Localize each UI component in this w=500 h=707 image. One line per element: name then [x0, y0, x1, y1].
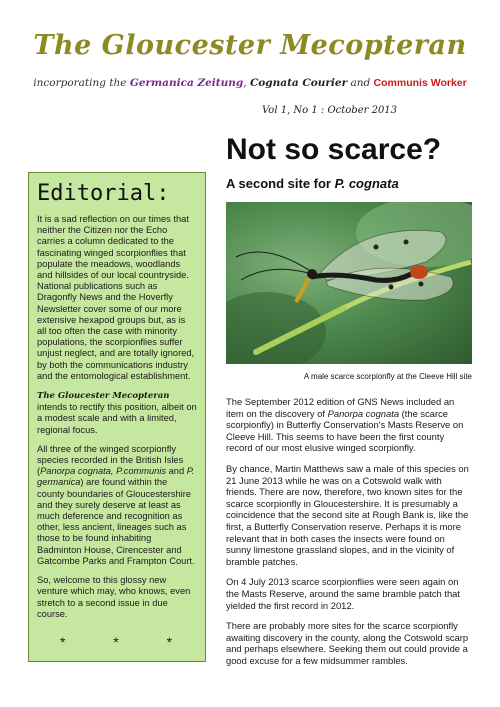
article-p1-species: Panorpa cognata [327, 407, 400, 419]
article-paragraph-1 [226, 396, 472, 454]
article-p1-a: The September 2012 edition of GNS News included an item on the discovery of [226, 396, 455, 419]
article-paragraph-2: By chance, Martin Matthews saw a male of this species on 21 June 2013 while he was on a Cotswold walk with friends. There are now, therefore, two known sites for the scarce scorpionfly in Gloucestershire. It is presumably a coincidence that the second site at Rough Bank is, like the first, a Butterfly Conservation reserve. Perhaps it is more relevant that in both cases the insects were found on sunny limestone grassland slopes, and in the vicinity of bramble patches. [226, 462, 469, 567]
article-body [226, 396, 472, 675]
issue-info: Vol 1, No 1 : October 2013 [262, 105, 398, 116]
editorial-heading: Editorial: [37, 181, 170, 206]
editorial-paragraph-1: It is a sad reflection on our times that neither the Citizen nor the Echo carries a column dedicated to the fascinating winged scorpionflies that populate the meadows, woodlands and hillsides of our local countryside. National publications such as Dragonfly News and the Hoverfly Newsletter cover some of our more extensive hexapod groups but, as is all too often the case with minority populations, the scorpionflies suffer unjust neglect, and are totally ignored, by both the communications industry and the entomological establishment. [37, 214, 195, 381]
species-list-2: P. germanica [37, 466, 195, 488]
article-p1-b: (the scarce scorpionfly) in Butterfly Conservation's Masts Reserve on Cleeve Hill. This seems to have been the first county record of our most elusive winged scorpionfly. [226, 407, 464, 454]
subtitle-prefix: incorporating the [33, 77, 130, 89]
article-paragraph-3: On 4 July 2013 scarce scorpionflies were seen again on the Masts Reserve, around the same bramble patch that yielded the first record in 2012. [226, 576, 460, 611]
section-divider-stars: * * * [59, 633, 195, 650]
subtitle-cognata: Cognata Courier [249, 77, 348, 89]
masthead-title: The Gloucester Mecopteran [33, 30, 467, 61]
masthead-subtitle [0, 77, 500, 89]
article-paragraph-4: There are probably more sites for the scarce scorpionfly awaiting discovery in the county, along the Cotswold scarp and perhaps elsewhere. Seeking them out could provide a good excuse for a few midsummer rambles. [226, 620, 469, 666]
editorial-paragraph-4: So, welcome to this glossy new venture which may, who knows, even stretch to a second issue in due course. [37, 575, 191, 619]
editorial-paragraph-3 [37, 444, 197, 567]
deck-species: P. cognata [334, 176, 399, 191]
article-deck [226, 176, 399, 191]
editorial-box [28, 172, 206, 662]
subtitle-and: and [347, 77, 374, 89]
subtitle-germanica: Germanica Zeitung [129, 77, 244, 89]
editorial-p3-b: and [166, 466, 187, 477]
editorial-p3-c: ) are found within the county boundaries of Gloucestershire and they surely deserve at least as much deference and recognition as other, less ancient, lineages such as those to be found inhabiting Badminton House, Cirencester and Gatcombe Parks and Frampton Court. [37, 477, 195, 566]
subtitle-sep: , [243, 77, 250, 89]
editorial-paragraph-2 [37, 390, 197, 436]
editorial-p2-rest: intends to rectify this position, albeit on a modest scale and with a limited, regional focus. [37, 402, 197, 435]
newsletter-name: The Gloucester Mecopteran [37, 391, 170, 402]
photo-caption: A male scarce scorpionfly at the Cleeve Hill site [303, 372, 472, 381]
article-headline: Not so scarce? [226, 133, 442, 166]
species-list-1: Panorpa cognata, P.communis [40, 466, 167, 477]
scorpionfly-photo [226, 202, 472, 364]
deck-prefix: A second site for [226, 176, 335, 191]
subtitle-communis: Communis Worker [373, 77, 467, 89]
scorpionfly-illustration [226, 202, 472, 364]
editorial-p3-a: All three of the winged scorpionfly species recorded in the British Isles ( [37, 443, 184, 477]
